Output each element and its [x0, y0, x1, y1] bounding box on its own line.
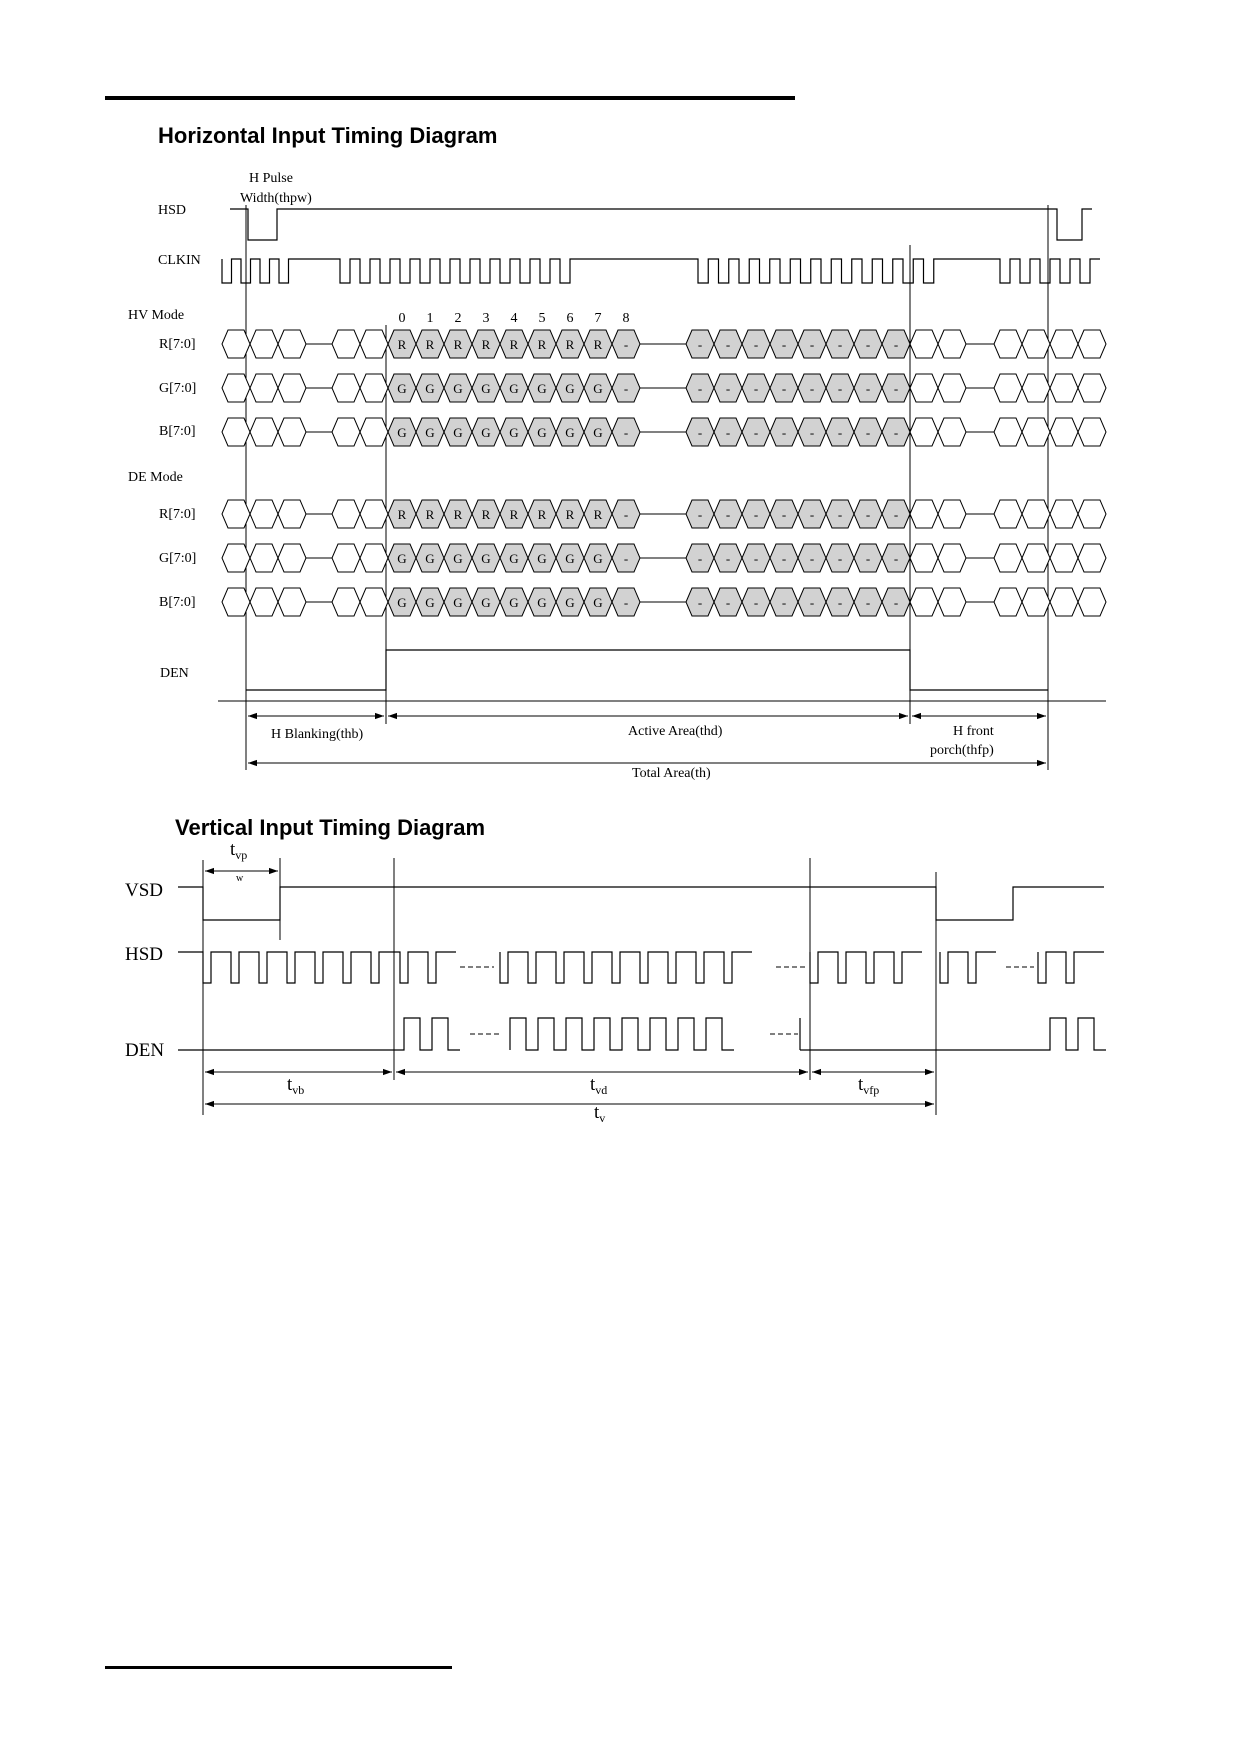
blank-cell [360, 330, 388, 358]
data-cell-label: - [809, 595, 815, 610]
hsd-label: HSD [158, 203, 187, 218]
data-cell-label: - [781, 551, 787, 566]
data-cell-label: - [893, 595, 899, 610]
blank-cell [994, 544, 1022, 572]
h-pulse-label: H Pulse [249, 171, 293, 186]
data-cell-label: G [481, 551, 491, 566]
pixel-index: 4 [510, 311, 518, 326]
blank-cell [938, 374, 966, 402]
data-cell-label: - [865, 595, 871, 610]
blank-cell [222, 418, 250, 446]
tvp-w-label: w [236, 873, 244, 884]
blank-cell [250, 500, 278, 528]
blank-cell [360, 588, 388, 616]
tvd-label: $t_{vd}$ [590, 1074, 608, 1097]
data-cell-label: - [697, 507, 703, 522]
data-cell-label: - [893, 381, 899, 396]
blank-cell [1022, 544, 1050, 572]
de-r-label: R[7:0] [159, 507, 196, 522]
data-cell-label: - [725, 425, 731, 440]
blank-cell [250, 588, 278, 616]
blank-cell [1050, 330, 1078, 358]
data-cell-label: G [565, 595, 575, 610]
pixel-index: 5 [538, 311, 546, 326]
blank-cell [994, 374, 1022, 402]
data-cell-label: - [893, 551, 899, 566]
data-cell-label: G [509, 381, 519, 396]
blank-cell [1022, 418, 1050, 446]
data-cell-label: R [397, 507, 407, 522]
pixel-index: 3 [482, 311, 490, 326]
data-cell-label: - [725, 337, 731, 352]
data-cell-label: - [753, 507, 759, 522]
blank-cell [222, 374, 250, 402]
v-den-path [178, 1018, 1106, 1050]
data-cell-label: G [509, 551, 519, 566]
v-hsd-waveform [178, 952, 1104, 983]
blank-cell [250, 330, 278, 358]
data-cell-label: G [425, 381, 435, 396]
data-cell-label: G [397, 551, 407, 566]
blank-cell [1050, 418, 1078, 446]
data-cell-label: - [809, 507, 815, 522]
data-cell-label: R [425, 507, 435, 522]
blank-cell [250, 418, 278, 446]
pixel-index: 8 [622, 311, 630, 326]
blank-cell [1022, 330, 1050, 358]
blank-cell [250, 544, 278, 572]
blank-cell [910, 588, 938, 616]
data-cell-label: G [481, 425, 491, 440]
hv-r-label: R[7:0] [159, 337, 196, 352]
blank-cell [332, 500, 360, 528]
data-cell-label: - [837, 507, 843, 522]
blank-cell [1050, 500, 1078, 528]
data-cell-label: G [397, 595, 407, 610]
blank-cell [1022, 588, 1050, 616]
tv-subscript: v [599, 1111, 606, 1125]
vertical-timing-diagram [125, 839, 1106, 1125]
blank-cell [1078, 588, 1106, 616]
data-cell-label: R [481, 337, 491, 352]
data-cell-label: G [537, 425, 547, 440]
data-cell-label: G [593, 595, 603, 610]
data-cell-label: G [425, 425, 435, 440]
blank-cell [1022, 374, 1050, 402]
blank-cell [332, 588, 360, 616]
blank-cell [1078, 374, 1106, 402]
blank-cell [332, 544, 360, 572]
hsd-waveform [230, 209, 1092, 240]
data-cell-label: - [697, 337, 703, 352]
blank-cell [222, 588, 250, 616]
data-cell-label: G [537, 595, 547, 610]
blank-cell [222, 544, 250, 572]
pixel-index: 0 [398, 311, 406, 326]
data-cell-label: G [593, 551, 603, 566]
blank-cell [910, 374, 938, 402]
data-cell-label: - [893, 425, 899, 440]
blank-cell [994, 330, 1022, 358]
blank-cell [278, 418, 306, 446]
pixel-index-row [399, 311, 630, 326]
data-cell-label: - [809, 381, 815, 396]
data-cell-label: - [865, 381, 871, 396]
data-cell-label: G [565, 551, 575, 566]
data-cell-label: R [537, 337, 547, 352]
data-cell-label: R [397, 337, 407, 352]
data-cell-label: G [593, 381, 603, 396]
data-cell-label: - [725, 595, 731, 610]
data-cell-label: R [537, 507, 547, 522]
data-cell-label: G [397, 381, 407, 396]
data-cell-label: - [837, 551, 843, 566]
data-cell-label: - [781, 507, 787, 522]
pixel-index: 2 [454, 311, 462, 326]
blank-cell [278, 374, 306, 402]
data-cell-label: G [425, 595, 435, 610]
data-cell-label: G [509, 595, 519, 610]
v-den-label: DEN [125, 1040, 165, 1061]
de-g-label: G[7:0] [159, 551, 197, 566]
data-cell-label: G [453, 551, 463, 566]
vsd-label: VSD [125, 880, 164, 901]
data-cell-label: - [837, 337, 843, 352]
blank-cell [938, 588, 966, 616]
data-cell-label: - [893, 337, 899, 352]
data-cell-label: R [565, 337, 575, 352]
clkin-label: CLKIN [158, 253, 201, 268]
v-hsd-label: HSD [125, 944, 164, 965]
h-pulse-width-label: Width(thpw) [240, 191, 312, 206]
de-mode-label: DE Mode [128, 470, 183, 485]
blank-cell [1078, 500, 1106, 528]
data-cell-label: G [397, 425, 407, 440]
blank-cell [360, 374, 388, 402]
data-cell-label: R [453, 337, 463, 352]
tvfp-subscript: vfp [863, 1083, 880, 1097]
vertical-diagram-title: Vertical Input Timing Diagram [175, 815, 486, 840]
tvp-subscript: vp [235, 848, 248, 862]
blank-cell [938, 330, 966, 358]
data-cell-label: R [453, 507, 463, 522]
data-cell-label: R [565, 507, 575, 522]
blank-cell [278, 588, 306, 616]
data-cell-label: - [753, 595, 759, 610]
blank-cell [1050, 588, 1078, 616]
data-cell-label: - [623, 595, 629, 610]
data-cell-label: - [753, 425, 759, 440]
data-cell-label: G [425, 551, 435, 566]
data-cell-label: G [565, 381, 575, 396]
blank-cell [360, 544, 388, 572]
horizontal-diagram-title: Horizontal Input Timing Diagram [158, 123, 498, 148]
hv-mode-label: HV Mode [128, 308, 185, 323]
data-cell-label: - [697, 551, 703, 566]
data-cell-label: G [593, 425, 603, 440]
pixel-index: 7 [594, 311, 602, 326]
blank-cell [360, 418, 388, 446]
front-porch-label-2: porch(thfp) [930, 743, 994, 758]
data-cell-label: - [837, 425, 843, 440]
blank-cell [938, 500, 966, 528]
data-cell-label: R [425, 337, 435, 352]
blank-cell [332, 374, 360, 402]
data-cell-label: - [865, 507, 871, 522]
tvfp-label: $t_{vfp}$ [858, 1074, 880, 1097]
blank-cell [994, 588, 1022, 616]
blank-cell [910, 544, 938, 572]
data-cell-label: - [865, 337, 871, 352]
data-cell-label: - [753, 381, 759, 396]
blank-cell [360, 500, 388, 528]
blank-cell [222, 500, 250, 528]
hv-b-label: B[7:0] [159, 424, 196, 439]
den-waveform [246, 650, 1048, 690]
blank-cell [332, 330, 360, 358]
clkin-path [222, 259, 1100, 283]
data-cell-label: - [781, 425, 787, 440]
blank-cell [278, 330, 306, 358]
data-cell-label: - [837, 381, 843, 396]
data-cell-label: G [481, 595, 491, 610]
horizontal-timing-diagram [128, 171, 1106, 781]
tvb-label: $t_{vb}$ [287, 1074, 305, 1097]
blank-cell [250, 374, 278, 402]
blank-cell [222, 330, 250, 358]
data-cell-label: R [481, 507, 491, 522]
v-hsd-path [178, 952, 1104, 983]
blank-cell [1050, 374, 1078, 402]
data-cell-label: G [537, 381, 547, 396]
data-cell-label: - [781, 381, 787, 396]
data-cell-label: R [593, 507, 603, 522]
blank-cell [1078, 418, 1106, 446]
data-cell-label: - [697, 595, 703, 610]
data-bus-rows [222, 330, 1106, 616]
tvp-label: $t_{vp}$ [230, 839, 248, 862]
data-cell-label: - [623, 381, 629, 396]
h-blanking-label: H Blanking(thb) [271, 727, 364, 742]
blank-cell [1022, 500, 1050, 528]
blank-cell [1050, 544, 1078, 572]
data-cell-label: - [725, 381, 731, 396]
tvb-subscript: vb [292, 1083, 305, 1097]
data-cell-label: R [593, 337, 603, 352]
active-area-label: Active Area(thd) [628, 724, 723, 739]
data-cell-label: - [865, 425, 871, 440]
clkin-waveform [222, 259, 1100, 283]
data-cell-label: G [453, 381, 463, 396]
data-cell-label: - [623, 507, 629, 522]
blank-cell [994, 418, 1022, 446]
data-cell-label: - [893, 507, 899, 522]
data-cell-label: - [809, 337, 815, 352]
pixel-index: 1 [426, 311, 434, 326]
data-cell-label: - [697, 381, 703, 396]
data-cell-label: - [623, 551, 629, 566]
data-cell-label: - [623, 425, 629, 440]
data-cell-label: - [753, 337, 759, 352]
blank-cell [278, 544, 306, 572]
de-b-label: B[7:0] [159, 595, 196, 610]
tvd-subscript: vd [595, 1083, 608, 1097]
blank-cell [332, 418, 360, 446]
data-cell-label: R [509, 507, 519, 522]
data-cell-label: G [565, 425, 575, 440]
data-cell-label: - [725, 507, 731, 522]
den-label: DEN [160, 666, 189, 681]
data-cell-label: - [837, 595, 843, 610]
data-cell-label: - [781, 595, 787, 610]
blank-cell [910, 330, 938, 358]
data-cell-label: G [481, 381, 491, 396]
data-cell-label: - [781, 337, 787, 352]
data-cell-label: - [623, 337, 629, 352]
data-cell-label: G [537, 551, 547, 566]
data-cell-label: - [809, 425, 815, 440]
blank-cell [994, 500, 1022, 528]
data-cell-label: - [725, 551, 731, 566]
blank-cell [1078, 544, 1106, 572]
hv-g-label: G[7:0] [159, 381, 197, 396]
data-cell-label: - [865, 551, 871, 566]
vsd-waveform [178, 887, 1104, 920]
total-area-label: Total Area(th) [632, 766, 711, 781]
blank-cell [278, 500, 306, 528]
v-den-waveform [178, 1018, 1106, 1050]
tv-label: $t_v$ [594, 1102, 606, 1125]
blank-cell [938, 544, 966, 572]
data-cell-label: G [509, 425, 519, 440]
blank-cell [1078, 330, 1106, 358]
data-cell-label: G [453, 595, 463, 610]
data-cell-label: R [509, 337, 519, 352]
data-cell-label: - [697, 425, 703, 440]
blank-cell [910, 500, 938, 528]
blank-cell [938, 418, 966, 446]
data-cell-label: - [753, 551, 759, 566]
pixel-index: 6 [566, 311, 574, 326]
data-cell-label: G [453, 425, 463, 440]
blank-cell [910, 418, 938, 446]
data-cell-label: - [809, 551, 815, 566]
front-porch-label-1: H front [953, 724, 994, 739]
